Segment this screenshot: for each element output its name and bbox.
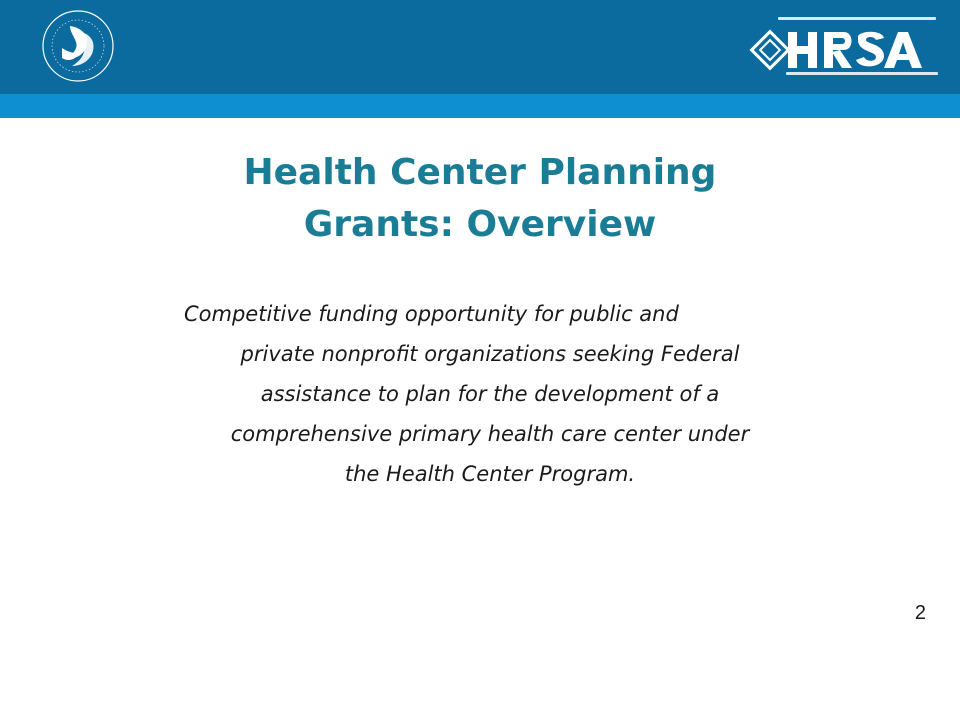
header-stripe (0, 94, 960, 118)
hrsa-logo-icon (748, 10, 940, 82)
body-line-1: Competitive funding opportunity for public and (184, 302, 679, 326)
page-number: 2 (914, 602, 926, 624)
hhs-seal-icon (40, 8, 116, 84)
header-bar (0, 0, 960, 94)
body-line-2: private nonprofit organizations seeking Federal (240, 342, 740, 366)
body-line-5: the Health Center Program. (344, 462, 636, 486)
title-line-1: Health Center Planning (243, 152, 717, 193)
title-line-2: Grants: Overview (303, 204, 657, 245)
slide-title (0, 147, 960, 251)
body-line-4: comprehensive primary health care center under (230, 422, 750, 446)
body-line-3: assistance to plan for the development of a (260, 382, 720, 406)
slide-body (160, 294, 820, 494)
